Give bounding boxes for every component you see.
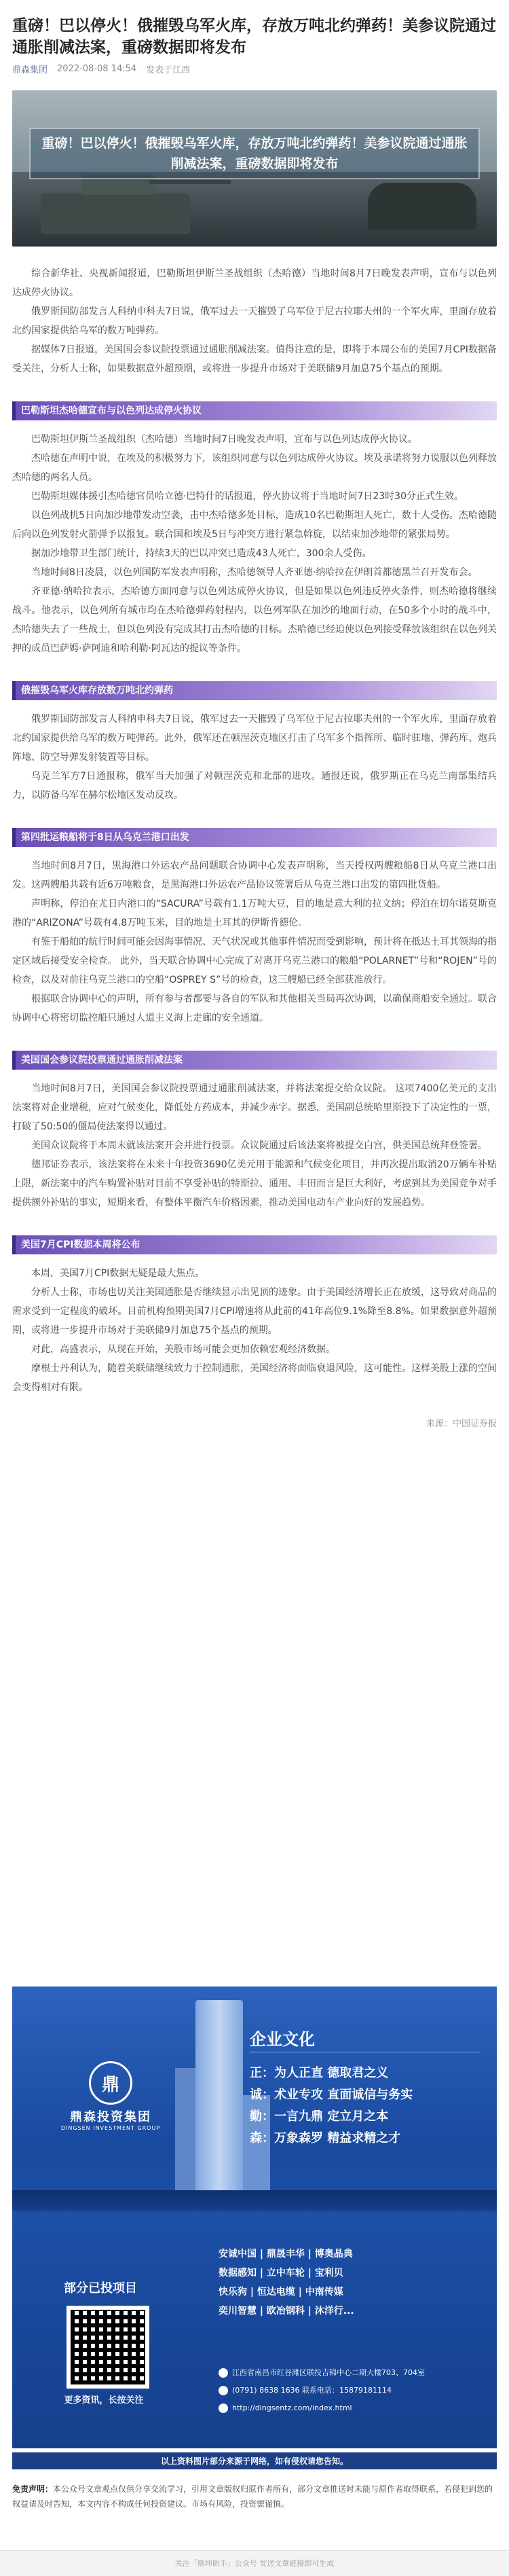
address-text: 江西省南昌市红谷滩区联投吉锦中心二期大楼703、704室 (232, 2368, 425, 2377)
website-line (219, 2399, 490, 2417)
contact-info (219, 2364, 490, 2417)
section-inflation-act (12, 1051, 497, 1212)
address-line (219, 2364, 490, 2382)
paragraph: 杰哈德在声明中说，在埃及的积极努力下，该组织同意与以色列达成停火协议。埃及承诺将努力说服以色列释放杰哈德的两名人员。 (12, 453, 497, 483)
qr-caption: 更多资讯，长按关注 (64, 2395, 144, 2406)
publish-date: 2022-08-08 14:54 (57, 64, 137, 74)
hero-silhouette (368, 183, 476, 230)
logo-name-cn: 鼎森投资集团 (70, 2110, 151, 2124)
globe-icon (219, 2403, 228, 2413)
paragraph: 美国众议院将于本周末就该法案开会并进行投票。众议院通过后该法案将被提交白宫，供美国总统拜登签署。 (31, 1140, 487, 1151)
paragraph: 根据联合协调中心的声明，所有参与者都要与各自的军队和其他相关当局再次协调，以确保商船安全通过。联合协调中心将密切监控船只通过人道主义海上走廊的安全通道。 (12, 994, 497, 1023)
article-header (0, 0, 509, 81)
location-icon (219, 2368, 228, 2378)
disclaimer-text: 本公众号文章观点仅供分享交流学习，引用文章版权归原作者所有，部分文章推送时未能与原作者取得联系，若侵犯到您的权益请及时告知，本文内容不构成任何投资建议。市场有风险，投资需谨慎。 (12, 2484, 493, 2509)
paragraph: 当地时间8月7日，黑海港口外运农产品问题联合协调中心发表声明称，当天授权两艘粮船8日从乌克兰港口出发。这两艘船共载有近6万吨粮食，是黑海港口外运农产品协议签署后从乌克兰港口出发的第四批货船。 (12, 860, 497, 890)
section-title: 巴勒斯坦杰哈德宣布与以色列达成停火协议 (12, 401, 497, 420)
section-title: 美国7月CPI数据本周将公布 (12, 1235, 497, 1254)
section-ceasefire (12, 401, 497, 658)
phone-text: (0791) 8638 1636 联系电话：15879181114 (232, 2386, 392, 2395)
logo-mark: 鼎 (89, 2061, 132, 2105)
hero-tank-shape (41, 194, 190, 234)
project-line: 快乐狗 | 恒达电缆 | 中南传媒 (219, 2287, 343, 2298)
project-line: 奕川智慧 | 欧冶钢科 | 沐洋行... (219, 2306, 354, 2317)
section-title: 第四批运粮船将于8日从乌克兰港口出发 (12, 828, 497, 847)
disclaimer-label: 免责声明： (12, 2484, 54, 2494)
paragraph: 当地时间8日凌晨，以色列国防军发表声明称，杰哈德领导人齐亚德·纳哈拉在伊朗首都德黑兰召开发布会。 (31, 567, 478, 578)
paragraph: 齐亚德·纳哈拉表示，杰哈德方面同意与以色列达成停火协议，但是如果以色列违反停火条件，则杰哈德将继续战斗。他表示，以色列所有城市均在杰哈德弹药射程内，以色列军队在加沙的地面行动，在50多个小时的战斗中，杰哈德失去了一些战士，但以色列没有完成其打击杰哈德的目标。杰哈德已经迫使以色列接受释放该组织在以色列关押的成员巴萨姆·萨阿迪和哈利勒·阿瓦达的提议等条件。 (12, 586, 497, 654)
logo-name-en: DINGSEN INVESTMENT GROUP (60, 2125, 161, 2131)
intro-paragraph-1: 综合新华社、央视新闻报道，巴勒斯坦伊斯兰圣战组织（杰哈德）当地时间8月7日晚发表声明，宣布与以色列达成停火协议。 (12, 268, 497, 298)
paragraph: 俄罗斯国防部发言人科纳申科夫7日说，俄军过去一天摧毁了乌军位于尼古拉耶夫州的一个军火库，里面存放着北约国家提供给乌军的数万吨弹药。此外，俄军还在顿涅茨克地区打击了乌军多个指挥所、临时驻地、弹药库、炮兵阵地、防空导弹发射装置等目标。 (12, 714, 497, 763)
intro-paragraph-3: 据媒体7日报道，美国国会参议院投票通过通胀削减法案。值得注意的是，即将于本周公布的美国7月CPI数据备受关注，分析人士称，如果数据意外超预期，或将进一步提升市场对于美联储9月加息75个基点的预期。 (12, 344, 497, 374)
culture-values (250, 2063, 413, 2149)
article-meta (12, 62, 497, 75)
section-arsenal (12, 681, 497, 805)
culture-heading: 企业文化 (250, 2030, 315, 2049)
paragraph: 巴勒斯坦媒体援引杰哈德官员哈立德·巴特什的话报道，停火协议将于当地时间7日23时30分正式生效。 (31, 491, 464, 502)
company-logo (39, 2061, 182, 2131)
project-line: 安诚中国 | 鼎晟丰华 | 博奥晶典 (219, 2249, 353, 2260)
photo-note: 以上资料图片部分来源于网络，如有侵权请您告知。 (12, 2452, 497, 2469)
paragraph: 当地时间8月7日，美国国会参议院投票通过通胀削减法案，并将法案提交给众议院。 这项7400亿美元的支出法案将对企业增税，应对气候变化，降低处方药成本，并减少赤字。据悉，美国副总统哈里斯投下了决定性的一票，打破了50:50的僵局使法案得以通过。 (12, 1083, 497, 1132)
corporate-banner (12, 1987, 497, 2448)
qr-code[interactable] (67, 2306, 149, 2389)
section-title: 俄摧毁乌军火库存放数万吨北约弹药 (12, 681, 497, 700)
hero-caption: 重磅！巴以停火！俄摧毁乌军火库，存放万吨北约弹药！美参议院通过通胀削减法案，重磅数据即将发布 (29, 128, 480, 179)
website-link[interactable]: http://dingsentz.com/index.html (232, 2403, 352, 2412)
paragraph: 本周，美国7月CPI数据无疑是最大焦点。 (31, 1268, 205, 1279)
article-title: 重磅！巴以停火！俄摧毁乌军火库，存放万吨北约弹药！美参议院通过通胀削减法案，重磅数据即将发布 (12, 17, 496, 56)
project-line: 数据感知 | 立中车轮 | 宝利贝 (219, 2268, 343, 2279)
paragraph: 以色列战机5日向加沙地带发动空袭，击中杰哈德多处目标，造成10名巴勒斯坦人死亡，数十人受伤。杰哈德随后向以色列发射火箭弹予以报复。联合国和埃及5日与冲突方进行紧急斡旋，以结束加沙地带的紧张局势。 (12, 510, 497, 540)
paragraph: 摩根士丹利认为，随着美联储继续致力于控制通胀，美国经济将面临衰退风险，这可能性。这样美股上涨的空间会变得相对有限。 (12, 1363, 497, 1393)
project-list (219, 2245, 483, 2321)
paragraph: 对此，高盛表示，从现在开始，美股市场可能会更加依赖宏观经济数据。 (31, 1344, 335, 1355)
phone-icon (219, 2386, 228, 2395)
article-source: 来源：中国证券报 (426, 1419, 497, 1429)
value-line: 森：万象森罗 精益求精之才 (250, 2131, 401, 2145)
section-grain-ships (12, 828, 497, 1028)
section-title: 美国国会参议院投票通过通胀削减法案 (12, 1051, 497, 1070)
section-cpi (12, 1235, 497, 1397)
city-skyline (12, 2190, 497, 2211)
paragraph: 分析人士称，市场也切关注美国通胀是否继续显示出见顶的迹象。由于美国经济增长正在放缓，这导致对商品的需求受到一定程度的破坏。目前机构预期美国7月CPI增速将从此前的41年高位9.1%降至8.8%。如果数据意外超预期，或将进一步提升市场对于美联储9月加息75个基点的预期。 (12, 1287, 497, 1336)
article-body (0, 247, 509, 1434)
paragraph: 据加沙地带卫生部门统计，持续3天的巴以冲突已造成43人死亡，300余人受伤。 (31, 548, 372, 559)
hero-image (12, 90, 497, 247)
value-line: 正：为人正直 德取君之义 (250, 2066, 389, 2080)
projects-label: 部分已投项目 (64, 2281, 137, 2296)
paragraph: 有鉴于船舶的航行时间可能会因海事情况、天气状况或其他事件情况而受到影响，预计将在抵达土耳其领海的指定区域后接受安全检查。 此外，当天联合协调中心完成了对离开乌克兰港口的粮船“POLARNET”号和“ROJEN”号的检查，以及对前往乌克兰港口的空船“OSPREY S”号的检查，这三艘船已经全部获准放行。 (12, 937, 497, 985)
publisher-link[interactable]: 鼎森集团 (12, 65, 48, 75)
publish-location: 发表于江西 (146, 65, 191, 75)
footer-bar[interactable]: 关注「鼎坤助手」公众号 发送文章链接即可生成 (0, 2550, 509, 2576)
building-shape (195, 2000, 243, 2204)
paragraph: 德邦证券表示，该法案将在未来十年投资3690亿美元用于能源和气候变化项目，并再次提出取消20万辆车补贴上限，新法案中的汽车购置补贴对目前不享受补贴的特斯拉、通用、丰田而言是巨大利好，考虑到其为美国竞争对手提供额外补贴的事实，短期来看，有整体平衡汽车价格因素，推动美国电动车产业向好的发展趋势。 (12, 1159, 497, 1208)
value-line: 诚：术业专攻 直面诚信与务实 (250, 2088, 413, 2102)
intro-paragraph-2: 俄罗斯国防部发言人科纳申科夫7日说，俄军过去一天摧毁了乌军位于尼古拉耶夫州的一个军火库，里面存放着北约国家提供给乌军的数万吨弹药。 (12, 306, 497, 336)
paragraph: 巴勒斯坦伊斯兰圣战组织（杰哈德）当地时间7日晚发表声明，宣布与以色列达成停火协议。 (31, 434, 417, 445)
phone-line (219, 2382, 490, 2399)
paragraph: 乌克兰军方7日通报称，俄军当天加强了对顿涅茨克和北部的进攻。通报还说，俄罗斯正在乌克兰南部集结兵力，以防备乌军在赫尔松地区发动反攻。 (12, 771, 497, 801)
paragraph: 声明称，停泊在尤日内港口的“SACURA”号载有1.1万吨大豆，目的地是意大利的拉文纳；停泊在切尔诺莫斯克港的“ARIZONA”号载有4.8万吨玉米，目的地是土耳其的伊斯肯德伦。 (12, 899, 497, 928)
qr-pattern (71, 2310, 145, 2384)
disclaimer (12, 2482, 497, 2511)
value-line: 勤：一言九鼎 定立月之本 (250, 2109, 389, 2124)
